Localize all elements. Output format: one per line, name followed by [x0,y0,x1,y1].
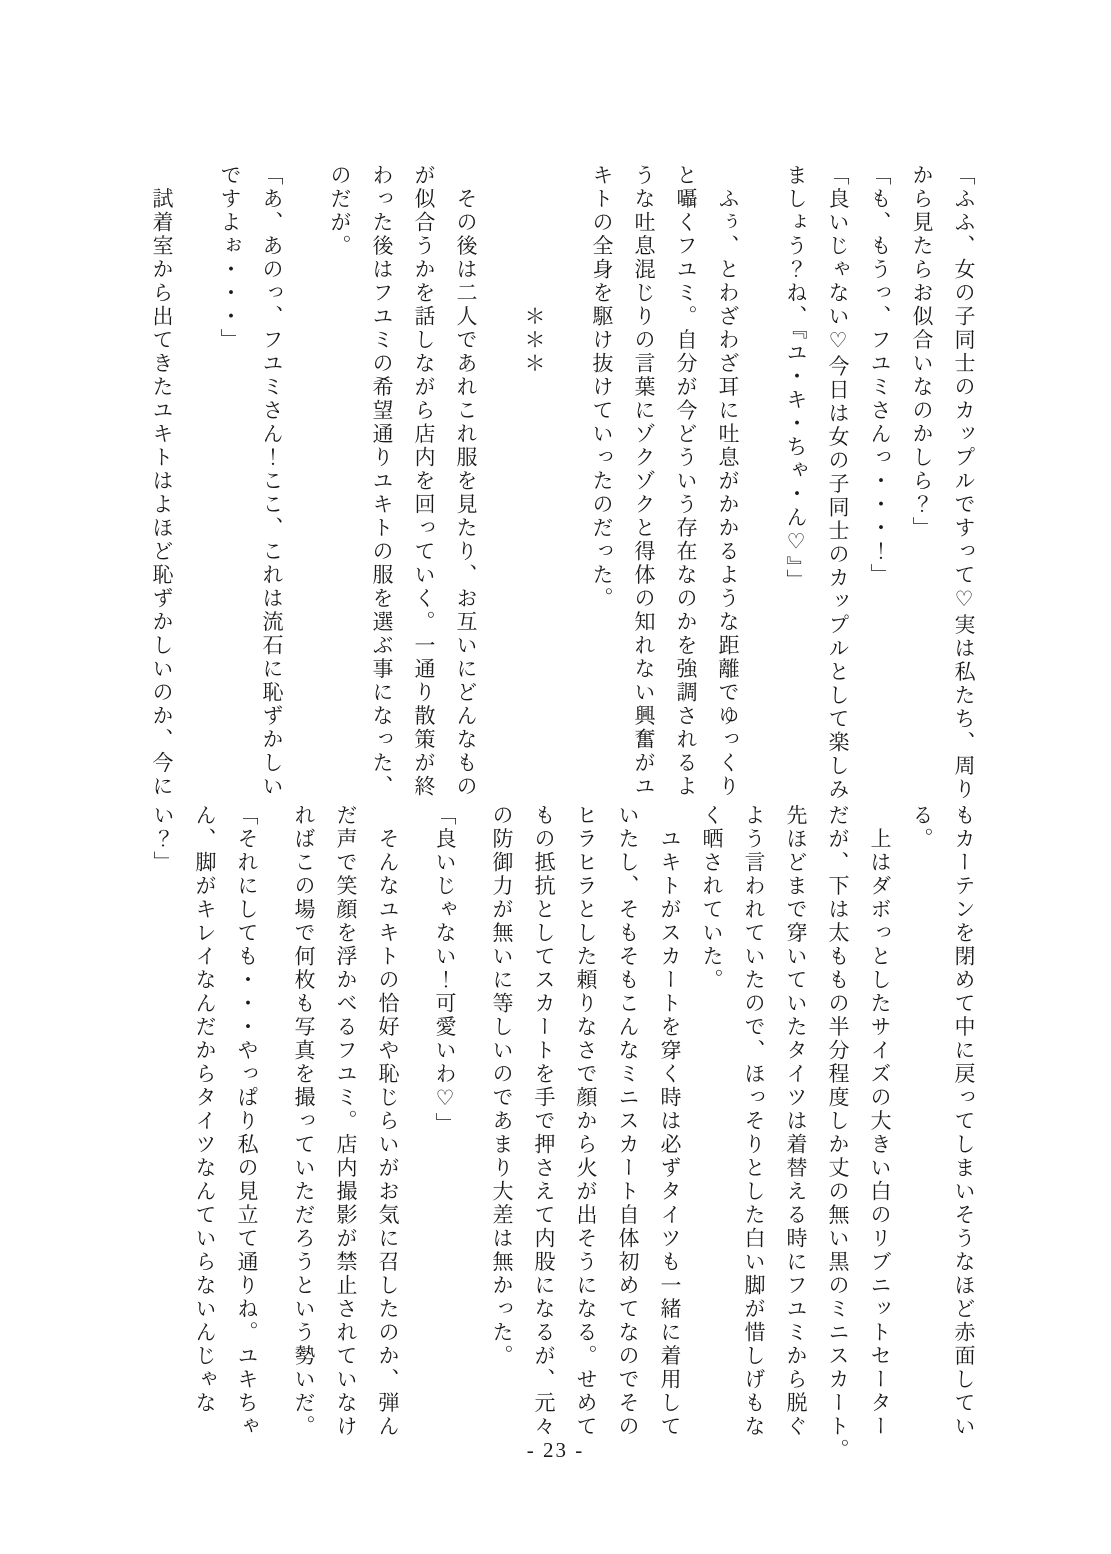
text-line: く晒されていた。 [700,804,724,992]
text-line: ヒラヒラとした頼りなさで顔から火が出そうになる。せめて [574,804,598,1439]
text-line: ましょう？ね、『ユ・キ・ちゃ・ん♡』」 [784,164,808,593]
text-line: 「ふふ、女の子同士のカップルですって♡実は私たち、周り [952,164,976,802]
text-line: わった後はフユミの希望通りユキトの服を選ぶ事になった、 [370,164,394,799]
text-block-bottom [142,804,985,1466]
text-line: 上はダボっとしたサイズの大きい白のリブニットセーター [868,804,892,1439]
text-line: のだが。 [328,164,352,258]
text-block-top [141,164,985,826]
text-line: ユキトがスカートを穿く時は必ずタイツも一緒に着用して [658,804,682,1439]
text-line: 「良いじゃない♡今日は女の子同士のカップルとして楽しみ [826,164,850,802]
text-line: ですよぉ・・・」 [218,164,242,352]
text-line: だ声で笑顔を浮かべるフユミ。店内撮影が禁止されていなけ [334,804,358,1439]
text-line: うな吐息混じりの言葉にゾクゾクと得体の知れない興奮がユ [632,164,656,799]
text-line: だが、下は太ももの半分程度しか丈の無い黒のミニスカート。 [826,804,850,1462]
page-number: - 23 - [526,1438,585,1462]
text-line: から見たらお似合いなのかしら？」 [910,164,934,540]
text-line: もの抵抗としてスカートを手で押さえて内股になるが、元々 [532,804,556,1439]
text-line: ふぅ、とわざわざ耳に吐息がかかるような距離でゆっくり [716,164,740,799]
text-line: 「も、もうっ、フユミさんっ・・・！」 [868,164,892,587]
text-line: キトの全身を駆け抜けていったのだった。 [590,164,614,611]
text-line: 「良いじゃない！可愛いわ♡」 [433,804,457,1136]
text-line: が似合うかを話しながら店内を回っていく。一通り散策が終 [412,164,436,799]
text-line: 「あ、あのっ、フユミさん！ここ、これは流石に恥ずかしい [260,164,284,799]
section-separator: ＊＊＊ [522,164,546,376]
text-line: ん、脚がキレイなんだからタイツなんていらないんじゃな [193,804,217,1415]
text-line: 先ほどまで穿いていたタイツは着替える時にフユミから脱ぐ [784,804,808,1439]
text-line: 試着室から出てきたユキトはよほど恥ずかしいのか、今に [150,164,174,799]
text-line: そんなユキトの恰好や恥じらいがお気に召したのか、弾ん [376,804,400,1439]
text-line: の防御力が無いに等しいのであまり大差は無かった。 [490,804,514,1368]
text-line: い？」 [151,804,175,875]
text-line: る。 [910,804,934,851]
text-line: と囁くフユミ。自分が今どういう存在なのかを強調されるよ [674,164,698,799]
text-line: もカーテンを閉めて中に戻ってしまいそうなほど赤面してい [952,804,976,1439]
text-line: いたし、そもそもこんなミニスカート自体初めてなのでその [616,804,640,1439]
text-line: その後は二人であれこれ服を見たり、お互いにどんなもの [454,164,478,799]
text-line: ればこの場で何枚も写真を撮っていただろうという勢いだ。 [292,804,316,1439]
text-line: よう言われていたので、ほっそりとした白い脚が惜しげもな [742,804,766,1439]
text-line: 「それにしても・・・やっぱり私の見立て通りね。ユキちゃ [235,804,259,1439]
